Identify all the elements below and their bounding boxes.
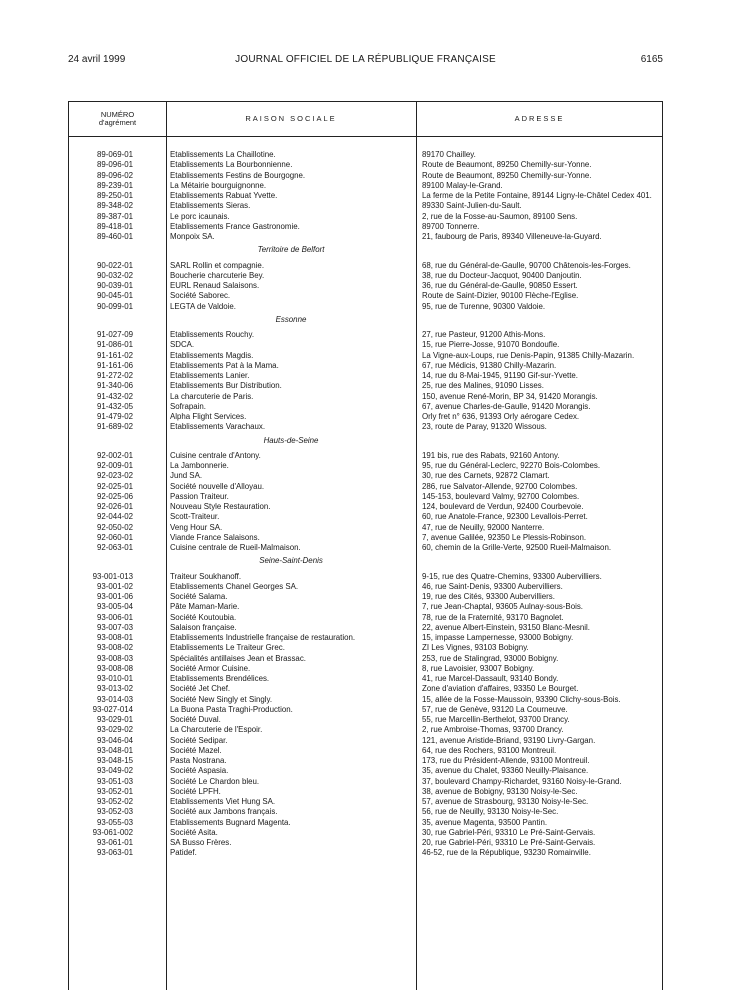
- company-name: La Métairie bourguignonne.: [170, 180, 267, 190]
- running-header: [68, 54, 663, 68]
- company-address: 41, rue Marcel-Dassault, 93140 Bondy.: [422, 674, 559, 683]
- approval-number: 89-460-01: [97, 232, 133, 241]
- table-row: [69, 232, 662, 242]
- table-row: [69, 392, 662, 402]
- section-heading: [69, 245, 662, 255]
- section-heading: [69, 436, 662, 446]
- approval-number: 90-032-02: [97, 270, 133, 280]
- company-address: 15, impasse Lampernesse, 93000 Bobigny.: [422, 633, 574, 642]
- table-row: [69, 828, 662, 838]
- column-header-number-line2: d'agrément: [98, 118, 137, 127]
- approval-number: 93-048-01: [97, 745, 133, 755]
- company-address: 30, rue Gabriel-Péri, 93310 Le Pré-Saint-Gervais.: [422, 827, 596, 837]
- column-header-company: RAISON SOCIALE: [245, 113, 337, 123]
- company-name: Société aux Jambons français.: [170, 807, 278, 817]
- company-address: 67, rue Médicis, 91380 Chilly-Mazarin.: [422, 360, 557, 370]
- table-row: [69, 705, 662, 715]
- company-name: Alpha Flight Services.: [170, 412, 247, 421]
- table-row: [69, 340, 662, 350]
- page-number: 6165: [640, 54, 663, 65]
- table-row: [69, 302, 662, 312]
- company-address: 78, rue de la Fraternité, 93170 Bagnolet.: [422, 612, 564, 622]
- approval-number: 91-432-02: [97, 391, 133, 401]
- company-name: Etablissements Bur Distribution.: [170, 381, 282, 391]
- table-row: [69, 361, 662, 371]
- company-address: 30, rue des Carnets, 92872 Clamart.: [422, 471, 550, 481]
- approval-number: 93-001-06: [97, 592, 133, 601]
- approval-number: 89-387-01: [97, 211, 133, 221]
- table-row: [69, 674, 662, 684]
- company-name: Etablissements Chanel Georges SA.: [170, 581, 299, 591]
- company-address: 89100 Malay-le-Grand.: [422, 180, 503, 190]
- table-row: [69, 582, 662, 592]
- approval-number: 89-250-01: [97, 191, 133, 200]
- table-row: [69, 602, 662, 612]
- company-name: SARL Rollin et compagnie.: [170, 260, 265, 270]
- table-row: [69, 271, 662, 281]
- company-address: Orly fret n° 636, 91393 Orly aérogare Cedex.: [422, 412, 580, 421]
- company-address: 8, rue Lavoisier, 93007 Bobigny.: [422, 663, 535, 673]
- table-row: [69, 291, 662, 301]
- company-name: LEGTA de Valdoie.: [170, 301, 236, 311]
- company-name: Etablissements Le Traiteur Grec.: [170, 643, 285, 653]
- approval-number: 91-086-01: [97, 340, 133, 350]
- company-address: 37, boulevard Champy-Richardet, 93160 Noisy-le-Grand.: [422, 776, 622, 786]
- approval-table: [68, 101, 663, 990]
- company-address: 38, rue du Docteur-Jacquot, 90400 Danjoutin.: [422, 270, 582, 280]
- table-row: [69, 191, 662, 201]
- approval-number: 93-001-013: [92, 571, 133, 581]
- table-row: [69, 756, 662, 766]
- company-name: Etablissements France Gastronomie.: [170, 221, 300, 231]
- approval-number: 93-029-02: [97, 725, 133, 735]
- table-row: [69, 572, 662, 582]
- approval-number: 89-239-01: [97, 180, 133, 190]
- approval-number: 92-050-02: [97, 522, 133, 532]
- table-row: [69, 725, 662, 735]
- company-name: Société Saborec.: [170, 291, 231, 301]
- table-row: [69, 715, 662, 725]
- company-address: 15, rue Pierre-Josse, 91070 Bondoufle.: [422, 340, 560, 350]
- company-address: 23, route de Paray, 91320 Wissous.: [422, 422, 547, 432]
- company-name: Etablissements Festins de Bourgogne.: [170, 170, 306, 180]
- section-heading-label: Seine-Saint-Denis: [259, 556, 323, 566]
- company-address: Route de Beaumont, 89250 Chemilly-sur-Yonne.: [422, 160, 592, 170]
- company-name: Etablissements Varachaux.: [170, 422, 266, 432]
- approval-number: 93-008-01: [97, 633, 133, 642]
- company-address: 124, boulevard de Verdun, 92400 Courbevoie.: [422, 502, 584, 511]
- table-row: [69, 777, 662, 787]
- table-row: [69, 181, 662, 191]
- company-address: 145-153, boulevard Valmy, 92700 Colombes.: [422, 491, 580, 501]
- company-address: 55, rue Marcellin-Berthelot, 93700 Drancy.: [422, 715, 570, 724]
- table-row: [69, 171, 662, 181]
- section-heading-label: Hauts-de-Seine: [263, 435, 319, 445]
- company-address: 22, avenue Albert-Einstein, 93150 Blanc-Mesnil.: [422, 622, 590, 632]
- approval-number: 93-010-01: [97, 674, 133, 683]
- table-row: [69, 664, 662, 674]
- company-name: La Jambonnerie.: [170, 461, 229, 470]
- company-address: 68, rue du Général-de-Gaulle, 90700 Châtenois-les-Forges.: [422, 260, 631, 270]
- approval-number: 93-027-014: [92, 704, 133, 714]
- section-heading: [69, 556, 662, 566]
- approval-number: 93-005-04: [97, 602, 133, 612]
- company-name: Passion Traiteur.: [170, 491, 229, 501]
- approval-number: 91-479-02: [97, 412, 133, 421]
- company-address: 7, rue Jean-Chaptal, 93605 Aulnay-sous-Bois.: [422, 602, 583, 612]
- company-address: 7, avenue Galilée, 92350 Le Plessis-Robinson.: [422, 532, 587, 542]
- company-address: 2, rue Ambroise-Thomas, 93700 Drancy.: [422, 725, 564, 735]
- table-row: [69, 736, 662, 746]
- company-address: Route de Beaumont, 89250 Chemilly-sur-Yonne.: [422, 170, 592, 180]
- approval-number: 91-161-02: [97, 350, 133, 360]
- approval-number: 93-049-02: [97, 766, 133, 776]
- company-name: Patidef.: [170, 848, 197, 858]
- table-row: [69, 695, 662, 705]
- table-row: [69, 330, 662, 340]
- table-row: [69, 787, 662, 797]
- section-heading-label: Essonne: [275, 314, 307, 324]
- company-address: 46, rue Saint-Denis, 93300 Aubervilliers.: [422, 581, 563, 591]
- approval-number: 93-001-02: [97, 581, 133, 591]
- table-row: [69, 402, 662, 412]
- company-address: 2, rue de la Fosse-au-Saumon, 89100 Sens.: [422, 211, 578, 221]
- company-name: Traiteur Soukhanoff.: [170, 571, 242, 581]
- company-name: Cuisine centrale de Rueil-Malmaison.: [170, 543, 301, 552]
- approval-number: 91-689-02: [97, 422, 133, 432]
- table-row: [69, 848, 662, 858]
- journal-title: JOURNAL OFFICIEL DE LA RÉPUBLIQUE FRANÇAISE: [235, 54, 496, 65]
- table-row: [69, 533, 662, 543]
- company-name: Société Koutoubia.: [170, 612, 237, 622]
- company-address: 38, avenue de Bobigny, 93130 Noisy-le-Sec.: [422, 786, 578, 796]
- approval-number: 93-055-03: [97, 817, 133, 827]
- table-row: [69, 523, 662, 533]
- table-row: [69, 838, 662, 848]
- table-row: [69, 512, 662, 522]
- approval-number: 93-052-02: [97, 797, 133, 806]
- company-name: Etablissements Brendélices.: [170, 674, 270, 683]
- company-address: 35, avenue du Chalet, 93360 Neuilly-Plaisance.: [422, 766, 589, 776]
- company-address: 67, avenue Charles-de-Gaulle, 91420 Morangis.: [422, 401, 591, 411]
- company-name: Etablissements La Chaillotine.: [170, 150, 276, 159]
- approval-number: 92-025-06: [97, 491, 133, 501]
- company-name: Veng Hour SA.: [170, 522, 223, 532]
- company-address: 47, rue de Neuilly, 92000 Nanterre.: [422, 522, 545, 532]
- approval-number: 91-340-06: [97, 381, 133, 391]
- table-row: [69, 412, 662, 422]
- table-row: [69, 746, 662, 756]
- table-row: [69, 613, 662, 623]
- approval-number: 92-063-01: [97, 543, 133, 552]
- company-name: Salaison française.: [170, 622, 237, 632]
- company-address: 57, rue de Genève, 93120 La Courneuve.: [422, 704, 568, 714]
- approval-number: 90-099-01: [97, 301, 133, 311]
- company-address: 57, avenue de Strasbourg, 93130 Noisy-le-Sec.: [422, 797, 589, 806]
- approval-number: 89-096-02: [97, 170, 133, 180]
- company-name: Société New Singly et Singly.: [170, 694, 273, 704]
- company-name: Etablissements Viet Hung SA.: [170, 797, 276, 806]
- company-address: 19, rue des Cités, 93300 Aubervilliers.: [422, 592, 555, 601]
- company-name: Le porc icaunais.: [170, 211, 230, 221]
- company-name: Scott-Traiteur.: [170, 512, 220, 522]
- company-name: SA Busso Frères.: [170, 838, 232, 847]
- table-row: [69, 461, 662, 471]
- approval-number: 90-022-01: [97, 260, 133, 270]
- approval-number: 93-008-08: [97, 663, 133, 673]
- approval-number: 93-051-03: [97, 776, 133, 786]
- table-row: [69, 654, 662, 664]
- company-address: 60, rue Anatole-France, 92300 Levallois-Perret.: [422, 512, 588, 522]
- company-name: Société Aspasia.: [170, 766, 229, 776]
- table-row: [69, 592, 662, 602]
- company-address: La Vigne-aux-Loups, rue Denis-Papin, 91385 Chilly-Mazarin.: [422, 350, 635, 360]
- company-name: Société Le Chardon bleu.: [170, 776, 260, 786]
- table-row: [69, 281, 662, 291]
- approval-number: 92-044-02: [97, 512, 133, 522]
- approval-number: 93-046-04: [97, 735, 133, 745]
- company-name: Etablissements Rouchy.: [170, 330, 255, 339]
- company-address: La ferme de la Petite Fontaine, 89144 Ligny-le-Châtel Cedex 401.: [422, 191, 652, 200]
- company-name: Etablissements Pat à la Mama.: [170, 360, 279, 370]
- approval-number: 93-052-03: [97, 807, 133, 817]
- approval-number: 93-008-02: [97, 643, 133, 653]
- approval-number: 93-013-02: [97, 684, 133, 694]
- company-address: 191 bis, rue des Rabats, 92160 Antony.: [422, 450, 560, 460]
- company-name: Etablissements Bugnard Magenta.: [170, 817, 291, 827]
- company-address: 15, allée de la Fosse-Maussoin, 93390 Clichy-sous-Bois.: [422, 694, 621, 704]
- approval-number: 91-432-05: [97, 401, 133, 411]
- approval-number: 93-048-15: [97, 756, 133, 765]
- table-row: [69, 623, 662, 633]
- company-name: Cuisine centrale d'Antony.: [170, 450, 261, 460]
- table-row: [69, 797, 662, 807]
- table-row: [69, 492, 662, 502]
- company-name: EURL Renaud Salaisons.: [170, 281, 260, 290]
- company-name: Nouveau Style Restauration.: [170, 502, 271, 511]
- table-row: [69, 471, 662, 481]
- table-row: [69, 543, 662, 553]
- approval-number: 91-027-09: [97, 330, 133, 339]
- table-row: [69, 482, 662, 492]
- issue-date: 24 avril 1999: [68, 54, 126, 65]
- company-address: Zone d'aviation d'affaires, 93350 Le Bourget.: [422, 684, 579, 694]
- company-name: Etablissements Magdis.: [170, 350, 254, 360]
- company-name: Etablissements La Bourbonnienne.: [170, 160, 293, 170]
- approval-number: 91-161-06: [97, 360, 133, 370]
- company-address: 286, rue Salvator-Allende, 92700 Colombes.: [422, 481, 578, 491]
- table-row: [69, 222, 662, 232]
- column-header-number-line1: NUMÉRO: [100, 109, 135, 119]
- company-name: Viande France Salaisons.: [170, 532, 260, 542]
- company-name: Spécialités antillaises Jean et Brassac.: [170, 653, 306, 663]
- company-name: La Buona Pasta Traghi-Production.: [170, 704, 293, 714]
- approval-number: 93-007-03: [97, 622, 133, 632]
- approval-number: 90-045-01: [97, 291, 133, 301]
- company-address: 95, rue de Turenne, 90300 Valdoie.: [422, 301, 546, 311]
- approval-number: 92-026-01: [97, 502, 133, 511]
- company-address: 14, rue du 8-Mai-1945, 91190 Gif-sur-Yvette.: [422, 371, 578, 380]
- company-name: SDCA.: [170, 340, 195, 350]
- company-name: La Charcuterie de l'Espoir.: [170, 725, 263, 735]
- approval-number: 93-052-01: [97, 786, 133, 796]
- company-address: Route de Saint-Dizier, 90100 Flèche-l'Eglise.: [422, 291, 579, 301]
- company-name: Société Sedipar.: [170, 735, 228, 745]
- company-address: 46-52, rue de la République, 93230 Romainville.: [422, 848, 591, 858]
- section-heading-label: Territoire de Belfort: [257, 245, 325, 255]
- approval-number: 93-061-01: [97, 838, 133, 847]
- company-name: Société Salama.: [170, 592, 228, 601]
- table-row: [69, 150, 662, 160]
- table-row: [69, 807, 662, 817]
- table-row: [69, 261, 662, 271]
- company-address: 27, rue Pasteur, 91200 Athis-Mons.: [422, 330, 546, 339]
- table-row: [69, 684, 662, 694]
- company-address: 89170 Chailley.: [422, 150, 476, 159]
- company-name: Etablissements Rabuat Yvette.: [170, 191, 278, 200]
- company-address: 35, avenue Magenta, 93500 Pantin.: [422, 817, 548, 827]
- table-row: [69, 766, 662, 776]
- company-name: Société Mazel.: [170, 745, 222, 755]
- table-row: [69, 502, 662, 512]
- company-address: 89330 Saint-Julien-du-Sault.: [422, 201, 522, 211]
- approval-number: 93-029-01: [97, 715, 133, 724]
- approval-number: 92-060-01: [97, 532, 133, 542]
- approval-number: 93-008-03: [97, 653, 133, 663]
- company-name: Société nouvelle d'Alloyau.: [170, 481, 265, 491]
- company-name: Société Duval.: [170, 715, 221, 724]
- company-name: Société Armor Cuisine.: [170, 663, 251, 673]
- company-name: Boucherie charcuterie Bey.: [170, 270, 265, 280]
- company-name: Etablissements Sieras.: [170, 201, 251, 211]
- company-address: 253, rue de Stalingrad, 93000 Bobigny.: [422, 653, 559, 663]
- approval-number: 90-039-01: [97, 281, 133, 290]
- company-name: Etablissements Industrielle française de restauration.: [170, 633, 356, 642]
- company-address: 21, faubourg de Paris, 89340 Villeneuve-la-Guyard.: [422, 232, 602, 241]
- approval-number: 93-006-01: [97, 612, 133, 622]
- company-address: 20, rue Gabriel-Péri, 93310 Le Pré-Saint-Gervais.: [422, 838, 596, 847]
- table-body: [69, 150, 662, 859]
- header-divider: [69, 136, 662, 137]
- company-address: 150, avenue René-Morin, BP 34, 91420 Morangis.: [422, 391, 598, 401]
- company-address: 25, rue des Malines, 91090 Lisses.: [422, 381, 544, 391]
- approval-number: 89-418-01: [97, 221, 133, 231]
- company-address: 173, rue du Président-Allende, 93100 Montreuil.: [422, 756, 590, 765]
- table-row: [69, 422, 662, 432]
- approval-number: 89-096-01: [97, 160, 133, 170]
- approval-number: 91-272-02: [97, 371, 133, 380]
- company-name: Pâte Maman-Marie.: [170, 602, 240, 612]
- company-address: 121, avenue Aristide-Briand, 93190 Livry-Gargan.: [422, 735, 596, 745]
- company-address: 60, chemin de la Grille-Verte, 92500 Rueil-Malmaison.: [422, 543, 612, 552]
- column-header-number: [69, 102, 166, 136]
- company-name: Pasta Nostrana.: [170, 756, 227, 765]
- approval-number: 92-025-01: [97, 481, 133, 491]
- approval-number: 89-069-01: [97, 150, 133, 159]
- company-address: 95, rue du Général-Leclerc, 92270 Bois-Colombes.: [422, 461, 601, 470]
- table-row: [69, 633, 662, 643]
- table-row: [69, 371, 662, 381]
- table-row: [69, 201, 662, 211]
- table-row: [69, 160, 662, 170]
- table-row: [69, 212, 662, 222]
- approval-number: 89-348-02: [97, 201, 133, 211]
- company-address: 36, rue du Général-de-Gaulle, 90850 Essert.: [422, 281, 578, 290]
- company-address: ZI Les Vignes, 93103 Bobigny.: [422, 643, 529, 653]
- table-row: [69, 643, 662, 653]
- table-row: [69, 451, 662, 461]
- approval-number: 92-002-01: [97, 450, 133, 460]
- table-row: [69, 381, 662, 391]
- approval-number: 93-014-03: [97, 694, 133, 704]
- company-address: 64, rue des Rochers, 93100 Montreuil.: [422, 745, 557, 755]
- table-row: [69, 351, 662, 361]
- company-name: Société LPFH.: [170, 786, 221, 796]
- approval-number: 92-023-02: [97, 471, 133, 481]
- company-name: Société Asita.: [170, 827, 218, 837]
- company-address: 89700 Tonnerre.: [422, 221, 480, 231]
- company-name: Société Jet Chef.: [170, 684, 231, 694]
- company-name: La charcuterie de Paris.: [170, 391, 254, 401]
- company-address: 56, rue de Neuilly, 93130 Noisy-le-Sec.: [422, 807, 559, 817]
- company-name: Sofrapain.: [170, 401, 206, 411]
- column-header-address: ADRESSE: [514, 113, 565, 123]
- approval-number: 93-063-01: [97, 848, 133, 858]
- company-address: 9-15, rue des Quatre-Chemins, 93300 Aubervilliers.: [422, 571, 602, 581]
- table-row: [69, 818, 662, 828]
- approval-number: 92-009-01: [97, 461, 133, 470]
- company-name: Jund SA.: [170, 471, 203, 481]
- approval-number: 93-061-002: [92, 827, 133, 837]
- company-name: Etablissements Lanier.: [170, 371, 250, 380]
- company-name: Monpoix SA.: [170, 232, 215, 241]
- section-heading: [69, 315, 662, 325]
